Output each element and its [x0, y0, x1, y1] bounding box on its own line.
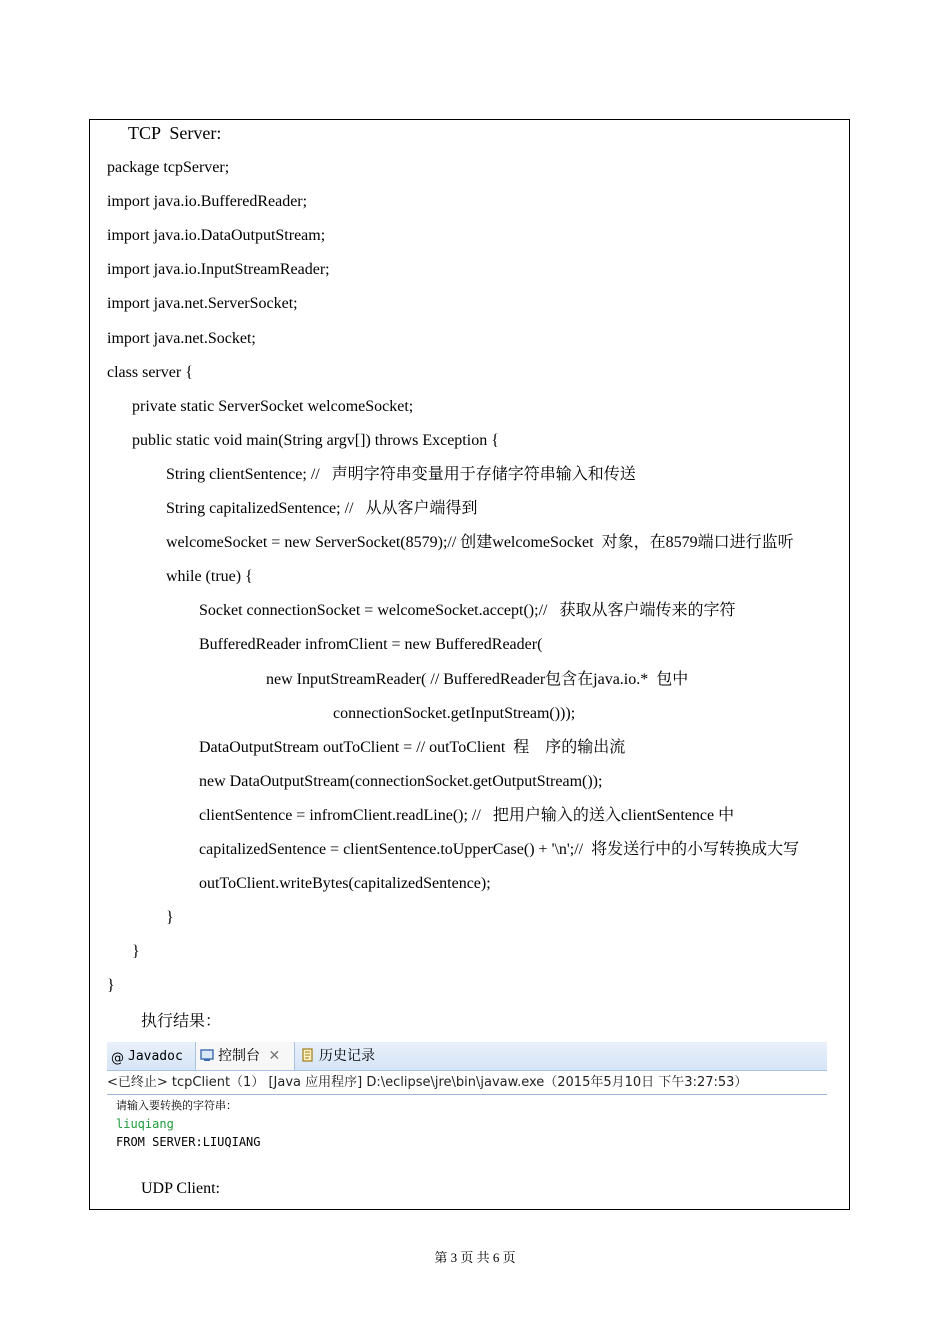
code-line: package tcpServer; — [107, 159, 230, 176]
console-output-response: FROM SERVER:LIUQIANG — [116, 1135, 261, 1149]
console-status: <已终止> tcpClient（1） [Java 应用程序] D:\eclipse\jre\bin\javaw.exe（2015年5月10日 下午3:27:53） — [107, 1072, 827, 1095]
code-line: private static ServerSocket welcomeSocket; — [132, 398, 414, 415]
console-tab-bar — [107, 1042, 827, 1071]
code-line: String clientSentence; // 声明字符串变量用于存储字符串输入和传送 — [166, 466, 636, 483]
at-icon: @ — [111, 1051, 124, 1066]
code-line: BufferedReader infromClient = new BufferedReader( — [199, 636, 543, 653]
console-output-prompt: 请输入要转换的字符串： — [116, 1099, 237, 1112]
code-line: capitalizedSentence = clientSentence.toUpperCase() + '\n';// 将发送行中的小写转换成大写 — [199, 841, 800, 858]
code-line: welcomeSocket = new ServerSocket(8579);// 创建welcomeSocket 对象，在8579端口进行监听 — [166, 534, 794, 551]
code-line: import java.io.InputStreamReader; — [107, 261, 330, 278]
code-line: Socket connectionSocket = welcomeSocket.accept();// 获取从客户端传来的字符 — [199, 602, 736, 619]
tab-label: 历史记录 — [319, 1048, 375, 1064]
code-line: public static void main(String argv[]) throws Exception { — [132, 432, 499, 449]
code-line: connectionSocket.getInputStream())); — [333, 705, 576, 722]
code-line: String capitalizedSentence; // 从从客户端得到 — [166, 500, 478, 517]
code-line: } — [166, 909, 174, 926]
code-line: clientSentence = infromClient.readLine(); // 把用户输入的送入clientSentence 中 — [199, 807, 735, 824]
tab-label: 控制台 — [218, 1048, 260, 1064]
code-line: } — [107, 977, 115, 994]
code-line: DataOutputStream outToClient = // outToClient 程 序的输出流 — [199, 739, 626, 756]
code-line: while (true) { — [166, 568, 253, 585]
code-line: import java.net.Socket; — [107, 330, 256, 347]
page-footer: 第 3 页 共 6 页 — [434, 1250, 516, 1265]
code-line: new InputStreamReader( // BufferedReader包含在java.io.* 包中 — [266, 671, 689, 688]
code-line: } — [132, 943, 140, 960]
code-line: import java.net.ServerSocket; — [107, 295, 298, 312]
result-label: 执行结果： — [141, 1013, 222, 1030]
tab-label: Javadoc — [128, 1049, 183, 1064]
tab-console[interactable] — [195, 1042, 295, 1070]
tab-javadoc[interactable] — [111, 1042, 191, 1070]
console-screenshot — [107, 1042, 827, 1160]
console-icon — [200, 1048, 214, 1062]
close-icon[interactable]: ✕ — [268, 1048, 281, 1064]
code-line: class server { — [107, 364, 193, 381]
code-line: outToClient.writeBytes(capitalizedSentence); — [199, 875, 491, 892]
history-icon — [301, 1048, 315, 1062]
udp-client-label: UDP Client: — [141, 1180, 220, 1197]
section-heading: TCP Server: — [128, 123, 222, 143]
code-line: import java.io.BufferedReader; — [107, 193, 308, 210]
code-line: new DataOutputStream(connectionSocket.getOutputStream()); — [199, 773, 603, 790]
tab-history[interactable] — [301, 1042, 391, 1070]
console-output-input: liuqiang — [116, 1117, 174, 1131]
code-line: import java.io.DataOutputStream; — [107, 227, 326, 244]
